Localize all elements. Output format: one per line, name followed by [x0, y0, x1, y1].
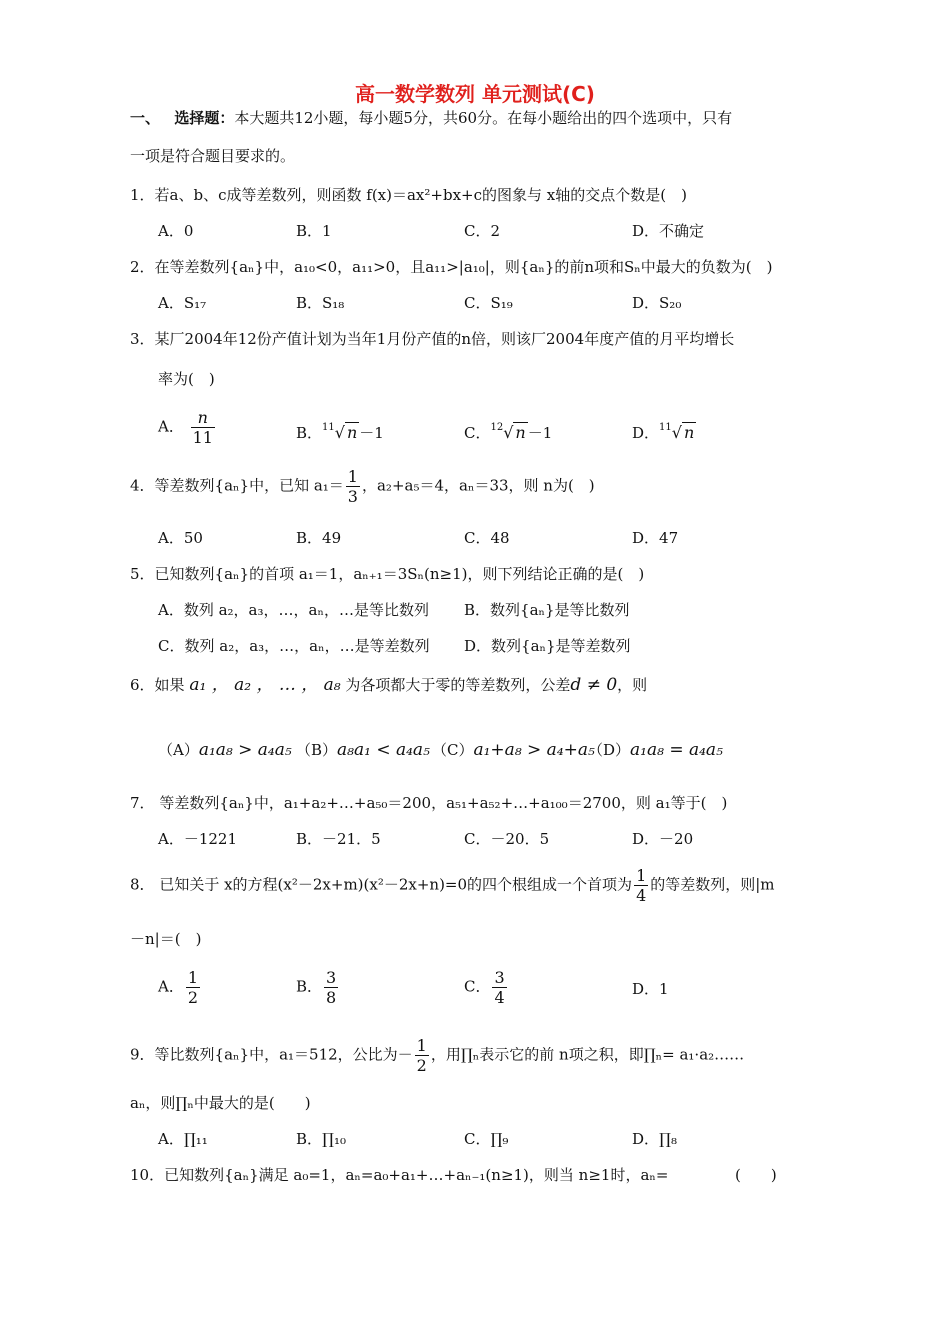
fraction: $\frac{3}{8}$ [326, 968, 337, 1007]
q7-option-a: A．－1221 [158, 830, 238, 848]
q7-option-c: C．－20．5 [464, 830, 550, 848]
question-number: 3． [130, 330, 155, 348]
q8-stem-line2: －n|＝( ) [130, 930, 202, 948]
question-number: 9． [130, 1045, 155, 1064]
q9-option-a: A．∏₁₁ [158, 1130, 208, 1148]
q3-stem-line2: 率为( ) [158, 370, 215, 388]
fraction: $\frac{1}{4}$ [636, 866, 647, 905]
section-heading [130, 108, 732, 128]
q9-option-c: C．∏₉ [464, 1130, 509, 1148]
q3-option-c: C．$^{12}$√ n －1 [464, 418, 552, 443]
question-stem: 某厂2004年12份产值计划为当年1月份产值的n倍，则该厂2004年度产值的月平均增长 [154, 330, 735, 348]
q1-option-c: C．2 [464, 222, 501, 240]
q5-option-b: B．数列{aₙ}是等比数列 [464, 601, 630, 619]
q1-option-d: D．不确定 [632, 222, 705, 240]
q4-option-b: B．49 [296, 529, 342, 547]
q9-stem-line2: aₙ，则∏ₙ中最大的是( ) [130, 1094, 311, 1112]
q5-option-d: D．数列{aₙ}是等差数列 [464, 637, 631, 655]
question-number: 6． [130, 676, 155, 694]
q2-option-a: A．S₁₇ [158, 294, 207, 312]
fraction: $\frac{1}{3}$ [347, 467, 358, 506]
q8-option-a: A． $\frac{1}{2}$ [158, 968, 199, 1007]
q3-option-a: A． $\frac{n}{11}$ [158, 408, 213, 447]
radical: $^{11}$√ n [322, 422, 358, 442]
q8-option-b: B． $\frac{3}{8}$ [296, 968, 337, 1007]
radical: $^{12}$√ n [490, 422, 526, 442]
section-number: 一、 [130, 109, 161, 127]
q4-option-c: C．48 [464, 529, 510, 547]
d-condition: d ≠ 0 [570, 675, 618, 695]
question-10 [130, 1165, 668, 1185]
question-number: 2． [130, 258, 155, 276]
q4-option-d: D．47 [632, 529, 679, 547]
question-7 [130, 793, 727, 813]
q6-option-c: （C）a₁+a₈ > a₄+a₅ [432, 740, 595, 760]
question-6: 6．如果 a₁ ， a₂ ， … ， a₈ 为各项都大于零的等差数列，公差d ≠ 0，则 [130, 675, 648, 695]
question-stem: 已知数列{aₙ}的首项 a₁＝1，aₙ₊₁＝3Sₙ(n≥1)，则下列结论正确的是( ) [154, 565, 645, 583]
question-number: 1． [130, 186, 155, 204]
q2-option-b: B．S₁₈ [296, 294, 345, 312]
radical: $^{11}$√ n [659, 422, 695, 442]
q6-option-d: （D）a₁a₈ = a₄a₅ [588, 740, 723, 760]
question-stem: 等差数列{aₙ}中，a₁+a₂+…+a₅₀＝200，a₅₁+a₅₂+…+a₁₀₀＝2700，则 a₁等于( ) [159, 794, 728, 812]
q5-option-a: A．数列 a₂，a₃，…，aₙ，…是等比数列 [158, 601, 429, 619]
section-desc-line2: 一项是符合题目要求的。 [130, 147, 296, 165]
q8-option-d: D．1 [632, 980, 669, 998]
q7-option-b: B．－21．5 [296, 830, 381, 848]
question-stem: 在等差数列{aₙ}中，a₁₀<0，a₁₁>0，且a₁₁>|a₁₀|，则{aₙ}的前n项和Sₙ中最大的负数为( ) [154, 258, 773, 276]
q1-option-a: A．0 [158, 222, 194, 240]
question-3 [130, 329, 734, 349]
question-number: 7． [130, 794, 155, 812]
question-number: 4． [130, 476, 155, 495]
question-2 [130, 257, 773, 277]
fraction: $\frac{n}{11}$ [192, 408, 213, 447]
q2-option-c: C．S₁₉ [464, 294, 513, 312]
q4-option-a: A．50 [158, 529, 203, 547]
section-desc-line1: 本大题共12小题，每小题5分，共60分。在每小题给出的四个选项中，只有 [234, 109, 733, 127]
q5-option-c: C．数列 a₂，a₃，…，aₙ，…是等差数列 [158, 637, 430, 655]
fraction: $\frac{3}{4}$ [494, 968, 505, 1007]
q9-option-d: D．∏₈ [632, 1130, 677, 1148]
question-stem: 已知数列{aₙ}满足 a₀=1，aₙ=a₀+a₁+…+aₙ₋₁(n≥1)，则当 n≥1时，aₙ= [164, 1166, 669, 1184]
q2-option-d: D．S₂₀ [632, 294, 682, 312]
page-title: 高一数学数列 单元测试(C) [355, 82, 595, 106]
q8-option-c: C． $\frac{3}{4}$ [464, 968, 505, 1007]
question-number: 10． [130, 1166, 165, 1184]
fraction: $\frac{1}{2}$ [416, 1036, 427, 1075]
question-stem: 若a、b、c成等差数列，则函数 f(x)＝ax²+bx+c的图象与 x轴的交点个数是( ) [154, 186, 687, 204]
q1-option-b: B．1 [296, 222, 332, 240]
question-4: 4．等差数列{aₙ}中，已知 a₁＝ $\frac{1}{3}$ ，a₂+a₅＝4，aₙ＝33，则 n为( ) [130, 467, 595, 506]
question-8: 8． 已知关于 x的方程(x²－2x+m)(x²－2x+n)=0的四个根组成一个首项为 $\frac{1}{4}$ 的等差数列，则|m [130, 866, 775, 905]
q6-option-b: （B）a₈a₁ < a₄a₅ [296, 740, 430, 760]
answer-paren: ( ) [735, 1166, 777, 1184]
section-name: 选择题： [174, 109, 235, 127]
q9-option-b: B．∏₁₀ [296, 1130, 346, 1148]
q3-option-b: B．$^{11}$√ n －1 [296, 418, 384, 443]
fraction: $\frac{1}{2}$ [187, 968, 199, 1007]
sequence-expr: a₁ ， a₂ ， … ， a₈ [189, 675, 341, 695]
q6-option-a: （A）a₁a₈ > a₄a₅ [158, 740, 292, 760]
q7-option-d: D．－20 [632, 830, 694, 848]
question-9: 9．等比数列{aₙ}中，a₁＝512，公比为－ $\frac{1}{2}$ ，用∏ₙ表示它的前 n项之积，即∏ₙ= a₁·a₂…… [130, 1036, 745, 1075]
question-1 [130, 185, 687, 205]
question-number: 5． [130, 565, 155, 583]
question-number: 8． [130, 875, 155, 894]
q3-option-d: D．$^{11}$√ n [632, 418, 696, 443]
question-5 [130, 564, 644, 584]
